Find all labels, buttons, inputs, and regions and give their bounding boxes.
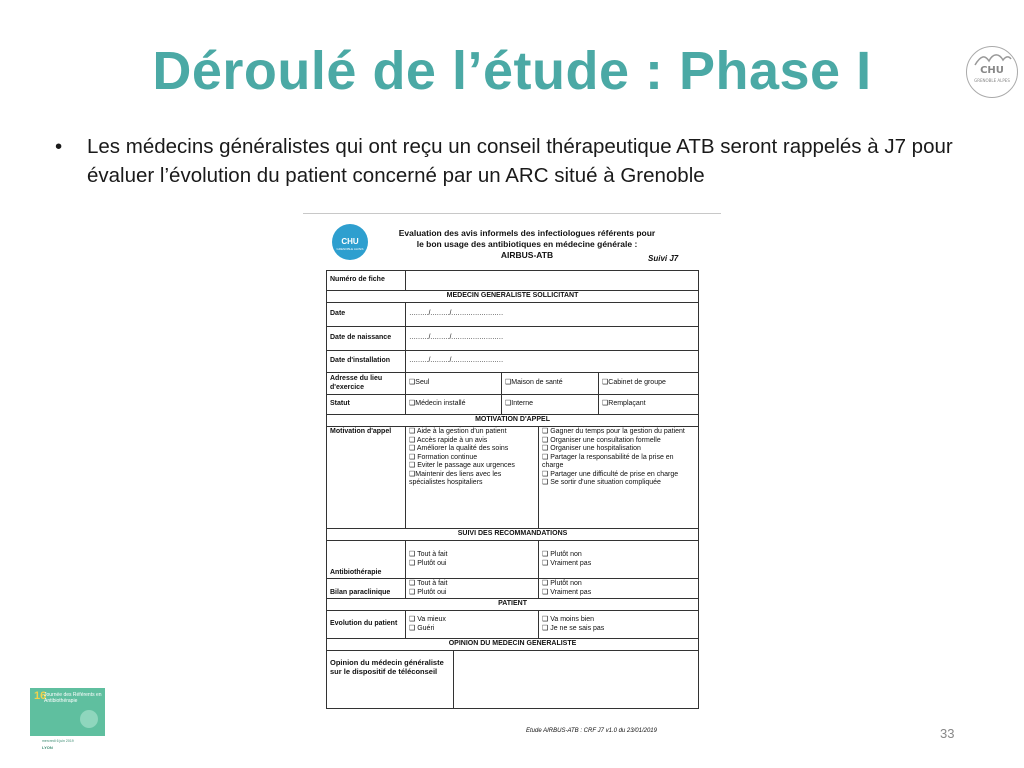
logo-word: CHU bbox=[980, 65, 1004, 76]
date-label: Date bbox=[327, 303, 406, 327]
adresse-opt-cabinet: ❑Cabinet de groupe bbox=[599, 373, 699, 395]
document-divider bbox=[303, 213, 721, 214]
badge-number: 16 bbox=[34, 690, 47, 702]
badge-city: LYON bbox=[42, 745, 53, 750]
numero-fiche-label: Numéro de fiche bbox=[327, 271, 406, 291]
section-suivi: SUIVI DES RECOMMANDATIONS bbox=[327, 529, 699, 541]
bullet-text: Les médecins généralistes qui ont reçu un conseil thérapeutique ATB seront rappelés à J7 pour évaluer l’évolution du patient concerné par un ARC situé à Grenoble bbox=[87, 135, 953, 187]
adresse-label: Adresse du lieu d'exercice bbox=[327, 373, 406, 395]
badge-circle-icon bbox=[80, 710, 98, 728]
form-suivi-label: Suivi J7 bbox=[648, 254, 679, 263]
slide-title: Déroulé de l’étude : Phase I bbox=[152, 41, 872, 101]
section-opinion: OPINION DU MEDECIN GENERALISTE bbox=[327, 639, 699, 651]
form-table bbox=[326, 270, 699, 709]
opinion-label: Opinion du médecin généraliste sur le dispositif de téléconseil bbox=[327, 651, 454, 709]
bullet-marker: • bbox=[55, 135, 63, 158]
form-title bbox=[382, 228, 672, 261]
evolution-label: Evolution du patient bbox=[327, 611, 406, 639]
antibio-label: Antibiothérapie bbox=[327, 541, 406, 579]
form-logo-word: CHU bbox=[341, 237, 359, 246]
date-installation-label: Date d'installation bbox=[327, 351, 406, 373]
form-chu-logo bbox=[332, 224, 368, 260]
bullet-item bbox=[55, 132, 985, 190]
crf-form-image bbox=[326, 222, 698, 744]
motivation-label: Motivation d'appel bbox=[327, 427, 406, 529]
bilan-label: Bilan paraclinique bbox=[327, 579, 406, 599]
date-naissance-field: ………/………/…………………… bbox=[406, 327, 699, 351]
statut-label: Statut bbox=[327, 395, 406, 415]
form-title-line1: Evaluation des avis informels des infectiologues référents pour bbox=[398, 228, 656, 238]
form-logo-sub: GRENOBLE ALPES bbox=[336, 247, 364, 251]
statut-opt-remplacant: ❑Remplaçant bbox=[599, 395, 699, 415]
date-installation-field: ………/………/…………………… bbox=[406, 351, 699, 373]
antibio-left-options: ❑ Tout à fait ❑ Plutôt oui bbox=[406, 541, 539, 579]
form-title-line3: AIRBUS-ATB bbox=[500, 250, 554, 260]
statut-opt-installe: ❑Médecin installé bbox=[406, 395, 502, 415]
form-title-line2: le bon usage des antibiotiques en médecine générale : bbox=[416, 239, 638, 249]
adresse-opt-maison: ❑Maison de santé bbox=[502, 373, 599, 395]
date-naissance-label: Date de naissance bbox=[327, 327, 406, 351]
section-patient: PATIENT bbox=[327, 599, 699, 611]
form-footer: Etude AIRBUS-ATB : CRF J7 v1.0 du 23/01/2019 bbox=[526, 728, 657, 734]
bilan-right-options: ❑ Plutôt non ❑ Vraiment pas bbox=[539, 579, 699, 599]
opinion-field bbox=[454, 651, 699, 709]
statut-opt-interne: ❑Interne bbox=[502, 395, 599, 415]
section-motivation: MOTIVATION D'APPEL bbox=[327, 415, 699, 427]
bilan-left-options: ❑ Tout à fait ❑ Plutôt oui bbox=[406, 579, 539, 599]
evolution-left-options: ❑ Va mieux ❑ Guéri bbox=[406, 611, 539, 639]
event-badge-logo bbox=[30, 688, 105, 752]
adresse-opt-seul: ❑Seul bbox=[406, 373, 502, 395]
evolution-right-options: ❑ Va moins bien ❑ Je ne se sais pas bbox=[539, 611, 699, 639]
badge-title: Journée des Référents en Antibiothérapie bbox=[44, 692, 102, 704]
motivation-right-options: ❑ Gagner du temps pour la gestion du patient ❑ Organiser une consultation formelle ❑ Organiser une hospitalisation ❑ Partager la responsabilité de la prise en charge ❑ Partager une difficulté de prise en charge ❑ Se sortir d'une situation compliquée bbox=[539, 427, 699, 529]
chu-logo bbox=[966, 46, 1018, 98]
motivation-left-options: ❑ Aide à la gestion d'un patient ❑ Accès rapide à un avis ❑ Améliorer la qualité des soins ❑ Formation continue ❑ Eviter le passage aux urgences ❑Maintenir des liens avec les spécialistes hospitaliers bbox=[406, 427, 539, 529]
date-field: ………/………/…………………… bbox=[406, 303, 699, 327]
page-number: 33 bbox=[940, 726, 955, 741]
logo-sub: GRENOBLE ALPES bbox=[974, 78, 1010, 83]
numero-fiche-field bbox=[406, 271, 699, 291]
antibio-right-options: ❑ Plutôt non ❑ Vraiment pas bbox=[539, 541, 699, 579]
badge-date: mercredi 6 juin 2019 bbox=[42, 739, 74, 743]
section-medecin: MEDECIN GENERALISTE SOLLICITANT bbox=[327, 291, 699, 303]
